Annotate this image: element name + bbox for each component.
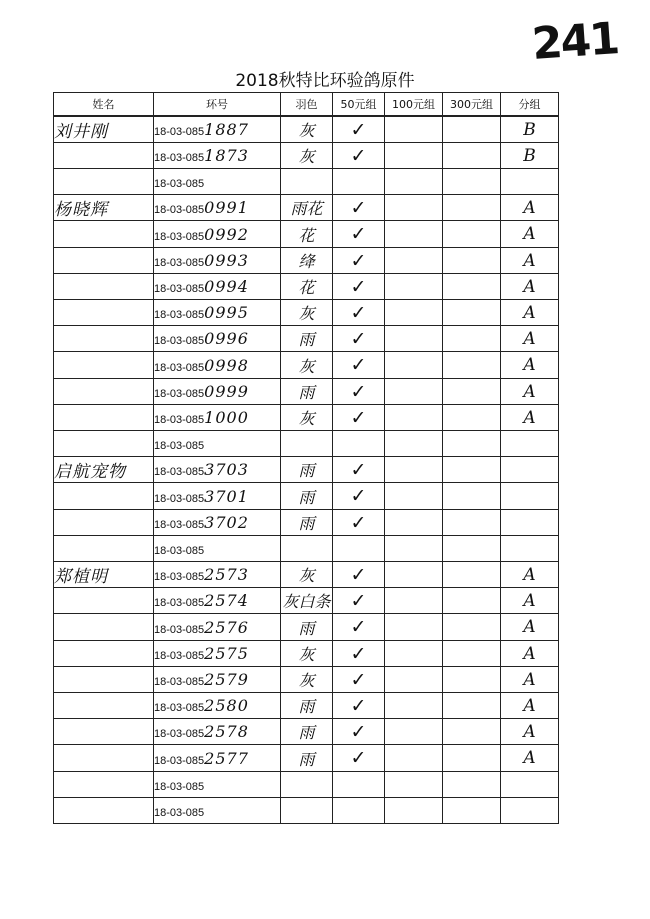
table-row xyxy=(54,169,559,195)
ring-number-cell xyxy=(154,379,281,405)
ring-prefix: 18-03-085 xyxy=(154,466,205,478)
group-300-cell xyxy=(443,483,501,510)
owner-name-cell: 郑植明 xyxy=(54,562,154,588)
group-300-cell xyxy=(443,798,501,824)
table-row xyxy=(54,143,559,169)
group-50-check-cell: ✓ xyxy=(333,745,385,772)
ring-number-cell xyxy=(154,745,281,772)
table-row xyxy=(54,248,559,274)
ring-number-cell xyxy=(154,352,281,379)
group-letter-cell: A xyxy=(501,667,559,693)
group-letter-cell: A xyxy=(501,562,559,588)
group-300-cell xyxy=(443,457,501,483)
group-300-cell xyxy=(443,536,501,562)
ring-handwritten-number: 0996 xyxy=(204,329,249,348)
ring-handwritten-number: 0994 xyxy=(204,277,249,296)
group-letter-cell xyxy=(501,772,559,798)
feather-color-cell: 灰 xyxy=(281,667,333,693)
ring-number-cell xyxy=(154,693,281,719)
ring-prefix: 18-03-085 xyxy=(154,728,205,740)
group-letter-cell: A xyxy=(501,379,559,405)
table-row xyxy=(54,667,559,693)
group-letter-cell: A xyxy=(501,248,559,274)
group-300-cell xyxy=(443,169,501,195)
ring-prefix: 18-03-085 xyxy=(154,571,205,583)
ring-number-cell xyxy=(154,588,281,614)
group-50-check-cell: ✓ xyxy=(333,693,385,719)
ring-number-cell xyxy=(154,483,281,510)
group-letter-cell: A xyxy=(501,641,559,667)
feather-color-cell: 雨 xyxy=(281,510,333,536)
feather-color-cell: 雨 xyxy=(281,719,333,745)
group-300-cell xyxy=(443,195,501,221)
group-50-check-cell xyxy=(333,772,385,798)
ring-handwritten-number: 1000 xyxy=(204,408,249,427)
group-300-cell xyxy=(443,326,501,352)
group-300-cell xyxy=(443,116,501,143)
handwritten-page-number: 241 xyxy=(530,13,620,70)
header-ring-number: 环号 xyxy=(154,93,281,117)
group-100-cell xyxy=(385,169,443,195)
table-row xyxy=(54,745,559,772)
table-row xyxy=(54,431,559,457)
group-100-cell xyxy=(385,274,443,300)
ring-prefix: 18-03-085 xyxy=(154,754,205,767)
group-50-check-cell: ✓ xyxy=(333,588,385,614)
table-row xyxy=(54,562,559,588)
ring-prefix: 18-03-085 xyxy=(154,388,205,400)
feather-color-cell: 雨 xyxy=(281,693,333,719)
group-300-cell xyxy=(443,248,501,274)
ring-prefix: 18-03-085 xyxy=(154,335,205,347)
group-300-cell xyxy=(443,693,501,719)
group-300-cell xyxy=(443,405,501,431)
ring-number-cell xyxy=(154,562,281,588)
group-300-cell xyxy=(443,352,501,379)
group-letter-cell xyxy=(501,457,559,483)
ring-number-cell xyxy=(154,143,281,169)
header-group: 分组 xyxy=(501,93,559,117)
ring-number-cell xyxy=(154,274,281,300)
ring-handwritten-number: 0998 xyxy=(204,355,249,375)
group-100-cell xyxy=(385,745,443,772)
ring-number-cell xyxy=(154,248,281,274)
group-300-cell xyxy=(443,588,501,614)
group-letter-cell: B xyxy=(501,116,559,143)
feather-color-cell: 灰 xyxy=(281,405,333,431)
group-letter-cell: A xyxy=(501,693,559,719)
owner-name-cell xyxy=(54,745,154,772)
ring-number-cell xyxy=(154,169,281,195)
group-50-check-cell: ✓ xyxy=(333,562,385,588)
ring-number-cell xyxy=(154,326,281,352)
ring-prefix: 18-03-085 xyxy=(154,126,205,138)
ring-handwritten-number: 3703 xyxy=(204,460,249,479)
feather-color-cell: 灰 xyxy=(281,352,333,379)
group-letter-cell: A xyxy=(501,221,559,248)
owner-name-cell xyxy=(54,431,154,457)
group-50-check-cell: ✓ xyxy=(333,300,385,326)
header-300-yuan-group: 300元组 xyxy=(443,93,501,117)
ring-number-cell xyxy=(154,614,281,641)
ring-prefix: 18-03-085 xyxy=(154,702,205,714)
ring-handwritten-number: 2577 xyxy=(204,748,249,768)
group-50-check-cell: ✓ xyxy=(333,326,385,352)
group-letter-cell: A xyxy=(501,405,559,431)
ring-prefix: 18-03-085 xyxy=(154,414,205,426)
ring-number-cell xyxy=(154,510,281,536)
owner-name-cell: 启航宠物 xyxy=(54,457,154,483)
table-row xyxy=(54,221,559,248)
group-300-cell xyxy=(443,431,501,457)
ring-prefix: 18-03-085 xyxy=(154,545,205,557)
table-row xyxy=(54,772,559,798)
group-50-check-cell: ✓ xyxy=(333,379,385,405)
owner-name-cell xyxy=(54,405,154,431)
group-300-cell xyxy=(443,772,501,798)
ring-number-cell xyxy=(154,300,281,326)
feather-color-cell: 雨 xyxy=(281,614,333,641)
ring-prefix: 18-03-085 xyxy=(154,152,205,164)
ring-prefix: 18-03-085 xyxy=(154,807,205,819)
ring-number-cell xyxy=(154,667,281,693)
ring-prefix: 18-03-085 xyxy=(154,204,205,216)
owner-name-cell xyxy=(54,169,154,195)
ring-prefix: 18-03-085 xyxy=(154,623,205,636)
group-50-check-cell: ✓ xyxy=(333,510,385,536)
feather-color-cell: 灰 xyxy=(281,300,333,326)
table-row xyxy=(54,326,559,352)
group-letter-cell xyxy=(501,536,559,562)
group-50-check-cell: ✓ xyxy=(333,667,385,693)
ring-prefix: 18-03-085 xyxy=(154,361,205,374)
ring-handwritten-number: 2575 xyxy=(204,644,249,663)
owner-name-cell xyxy=(54,143,154,169)
group-300-cell xyxy=(443,379,501,405)
table-row xyxy=(54,300,559,326)
group-50-check-cell: ✓ xyxy=(333,457,385,483)
group-letter-cell: A xyxy=(501,719,559,745)
ring-handwritten-number: 0999 xyxy=(204,382,249,401)
ring-prefix: 18-03-085 xyxy=(154,230,205,243)
group-100-cell xyxy=(385,719,443,745)
group-letter-cell xyxy=(501,431,559,457)
ring-handwritten-number: 2580 xyxy=(204,696,249,715)
owner-name-cell: 杨晓辉 xyxy=(54,195,154,221)
feather-color-cell: 雨 xyxy=(281,457,333,483)
owner-name-cell xyxy=(54,483,154,510)
owner-name-cell xyxy=(54,667,154,693)
ring-handwritten-number: 3702 xyxy=(204,513,249,532)
group-letter-cell: A xyxy=(501,300,559,326)
table-row xyxy=(54,588,559,614)
feather-color-cell xyxy=(281,798,333,824)
group-50-check-cell: ✓ xyxy=(333,248,385,274)
owner-name-cell xyxy=(54,772,154,798)
ring-handwritten-number: 2574 xyxy=(204,591,249,610)
group-50-check-cell xyxy=(333,431,385,457)
group-100-cell xyxy=(385,667,443,693)
owner-name-cell xyxy=(54,300,154,326)
group-100-cell xyxy=(385,588,443,614)
ring-number-cell xyxy=(154,719,281,745)
feather-color-cell xyxy=(281,431,333,457)
group-100-cell xyxy=(385,221,443,248)
feather-color-cell: 雨 xyxy=(281,745,333,772)
ring-prefix: 18-03-085 xyxy=(154,597,205,609)
ring-handwritten-number: 2579 xyxy=(204,670,249,689)
table-row xyxy=(54,352,559,379)
group-50-check-cell: ✓ xyxy=(333,274,385,300)
group-100-cell xyxy=(385,352,443,379)
group-letter-cell: A xyxy=(501,352,559,379)
group-300-cell xyxy=(443,274,501,300)
ring-handwritten-number: 2576 xyxy=(204,617,249,637)
ring-prefix: 18-03-085 xyxy=(154,781,205,793)
ring-number-cell xyxy=(154,195,281,221)
group-300-cell xyxy=(443,221,501,248)
owner-name-cell xyxy=(54,352,154,379)
ring-prefix: 18-03-085 xyxy=(154,283,205,295)
group-100-cell xyxy=(385,248,443,274)
group-letter-cell xyxy=(501,798,559,824)
ring-prefix: 18-03-085 xyxy=(154,309,205,321)
group-50-check-cell: ✓ xyxy=(333,221,385,248)
group-50-check-cell: ✓ xyxy=(333,641,385,667)
group-50-check-cell xyxy=(333,798,385,824)
group-letter-cell: A xyxy=(501,195,559,221)
table-row xyxy=(54,483,559,510)
table-row xyxy=(54,798,559,824)
owner-name-cell xyxy=(54,221,154,248)
group-letter-cell: B xyxy=(501,143,559,169)
table-row xyxy=(54,379,559,405)
feather-color-cell xyxy=(281,772,333,798)
feather-color-cell: 灰 xyxy=(281,143,333,169)
table-row xyxy=(54,457,559,483)
owner-name-cell xyxy=(54,510,154,536)
group-letter-cell: A xyxy=(501,745,559,772)
table-row xyxy=(54,693,559,719)
group-50-check-cell xyxy=(333,536,385,562)
group-50-check-cell: ✓ xyxy=(333,614,385,641)
group-100-cell xyxy=(385,431,443,457)
ring-number-cell xyxy=(154,431,281,457)
ring-handwritten-number: 0992 xyxy=(204,224,249,244)
feather-color-cell: 灰 xyxy=(281,562,333,588)
feather-color-cell: 雨花 xyxy=(281,195,333,221)
header-100-yuan-group: 100元组 xyxy=(385,93,443,117)
group-100-cell xyxy=(385,614,443,641)
owner-name-cell xyxy=(54,379,154,405)
table-row xyxy=(54,510,559,536)
group-100-cell xyxy=(385,405,443,431)
table-row xyxy=(54,614,559,641)
group-50-check-cell: ✓ xyxy=(333,116,385,143)
group-letter-cell: A xyxy=(501,614,559,641)
feather-color-cell: 灰 xyxy=(281,116,333,143)
feather-color-cell: 雨 xyxy=(281,483,333,510)
group-300-cell xyxy=(443,510,501,536)
feather-color-cell xyxy=(281,536,333,562)
group-100-cell xyxy=(385,798,443,824)
group-100-cell xyxy=(385,562,443,588)
group-300-cell xyxy=(443,614,501,641)
ring-handwritten-number: 1887 xyxy=(204,120,249,139)
ring-prefix: 18-03-085 xyxy=(154,257,205,269)
ring-number-cell xyxy=(154,457,281,483)
ring-handwritten-number: 1873 xyxy=(204,146,249,165)
owner-name-cell xyxy=(54,719,154,745)
group-letter-cell xyxy=(501,510,559,536)
ring-handwritten-number: 2578 xyxy=(204,722,249,741)
table-body xyxy=(54,116,559,824)
header-50-yuan-group: 50元组 xyxy=(333,93,385,117)
group-100-cell xyxy=(385,483,443,510)
header-feather-color: 羽色 xyxy=(281,93,333,117)
owner-name-cell xyxy=(54,693,154,719)
feather-color-cell: 绛 xyxy=(281,248,333,274)
group-300-cell xyxy=(443,641,501,667)
table-row xyxy=(54,536,559,562)
group-50-check-cell xyxy=(333,169,385,195)
group-300-cell xyxy=(443,667,501,693)
group-100-cell xyxy=(385,300,443,326)
ring-prefix: 18-03-085 xyxy=(154,519,205,531)
group-letter-cell xyxy=(501,483,559,510)
table-row xyxy=(54,641,559,667)
ring-handwritten-number: 3701 xyxy=(204,486,249,506)
group-100-cell xyxy=(385,510,443,536)
ring-handwritten-number: 0993 xyxy=(204,251,249,270)
group-100-cell xyxy=(385,457,443,483)
table-row xyxy=(54,719,559,745)
group-100-cell xyxy=(385,116,443,143)
group-50-check-cell: ✓ xyxy=(333,143,385,169)
feather-color-cell: 花 xyxy=(281,221,333,248)
group-100-cell xyxy=(385,326,443,352)
table-row xyxy=(54,274,559,300)
ring-handwritten-number: 2573 xyxy=(204,565,249,584)
ring-prefix: 18-03-085 xyxy=(154,492,205,505)
feather-color-cell: 灰白条 xyxy=(281,588,333,614)
ring-prefix: 18-03-085 xyxy=(154,676,205,688)
ring-handwritten-number: 0995 xyxy=(204,303,249,322)
group-letter-cell: A xyxy=(501,274,559,300)
ring-prefix: 18-03-085 xyxy=(154,440,205,452)
ring-number-cell xyxy=(154,798,281,824)
owner-name-cell: 刘井刚 xyxy=(54,116,154,143)
table-row xyxy=(54,116,559,143)
group-letter-cell: A xyxy=(501,326,559,352)
group-100-cell xyxy=(385,143,443,169)
feather-color-cell: 雨 xyxy=(281,326,333,352)
feather-color-cell: 灰 xyxy=(281,641,333,667)
group-letter-cell: A xyxy=(501,588,559,614)
owner-name-cell xyxy=(54,274,154,300)
group-50-check-cell: ✓ xyxy=(333,405,385,431)
pigeon-registration-table xyxy=(53,92,559,824)
ring-number-cell xyxy=(154,536,281,562)
group-300-cell xyxy=(443,143,501,169)
document-title: 2018秋特比环验鸽原件 xyxy=(235,71,415,91)
owner-name-cell xyxy=(54,326,154,352)
ring-number-cell xyxy=(154,641,281,667)
owner-name-cell xyxy=(54,641,154,667)
group-100-cell xyxy=(385,641,443,667)
feather-color-cell: 雨 xyxy=(281,379,333,405)
group-50-check-cell: ✓ xyxy=(333,483,385,510)
feather-color-cell xyxy=(281,169,333,195)
owner-name-cell xyxy=(54,798,154,824)
ring-prefix: 18-03-085 xyxy=(154,178,205,190)
owner-name-cell xyxy=(54,614,154,641)
group-100-cell xyxy=(385,772,443,798)
group-300-cell xyxy=(443,745,501,772)
ring-number-cell xyxy=(154,221,281,248)
group-50-check-cell: ✓ xyxy=(333,719,385,745)
group-300-cell xyxy=(443,719,501,745)
group-50-check-cell: ✓ xyxy=(333,352,385,379)
ring-number-cell xyxy=(154,405,281,431)
group-letter-cell xyxy=(501,169,559,195)
ring-handwritten-number: 0991 xyxy=(204,198,249,217)
group-100-cell xyxy=(385,195,443,221)
header-name: 姓名 xyxy=(54,93,154,117)
table-header-row xyxy=(54,93,559,117)
group-100-cell xyxy=(385,693,443,719)
group-100-cell xyxy=(385,536,443,562)
ring-number-cell xyxy=(154,116,281,143)
table-row xyxy=(54,195,559,221)
owner-name-cell xyxy=(54,536,154,562)
ring-prefix: 18-03-085 xyxy=(154,650,205,662)
owner-name-cell xyxy=(54,588,154,614)
owner-name-cell xyxy=(54,248,154,274)
group-100-cell xyxy=(385,379,443,405)
ring-number-cell xyxy=(154,772,281,798)
group-50-check-cell: ✓ xyxy=(333,195,385,221)
group-300-cell xyxy=(443,562,501,588)
table-row xyxy=(54,405,559,431)
group-300-cell xyxy=(443,300,501,326)
feather-color-cell: 花 xyxy=(281,274,333,300)
